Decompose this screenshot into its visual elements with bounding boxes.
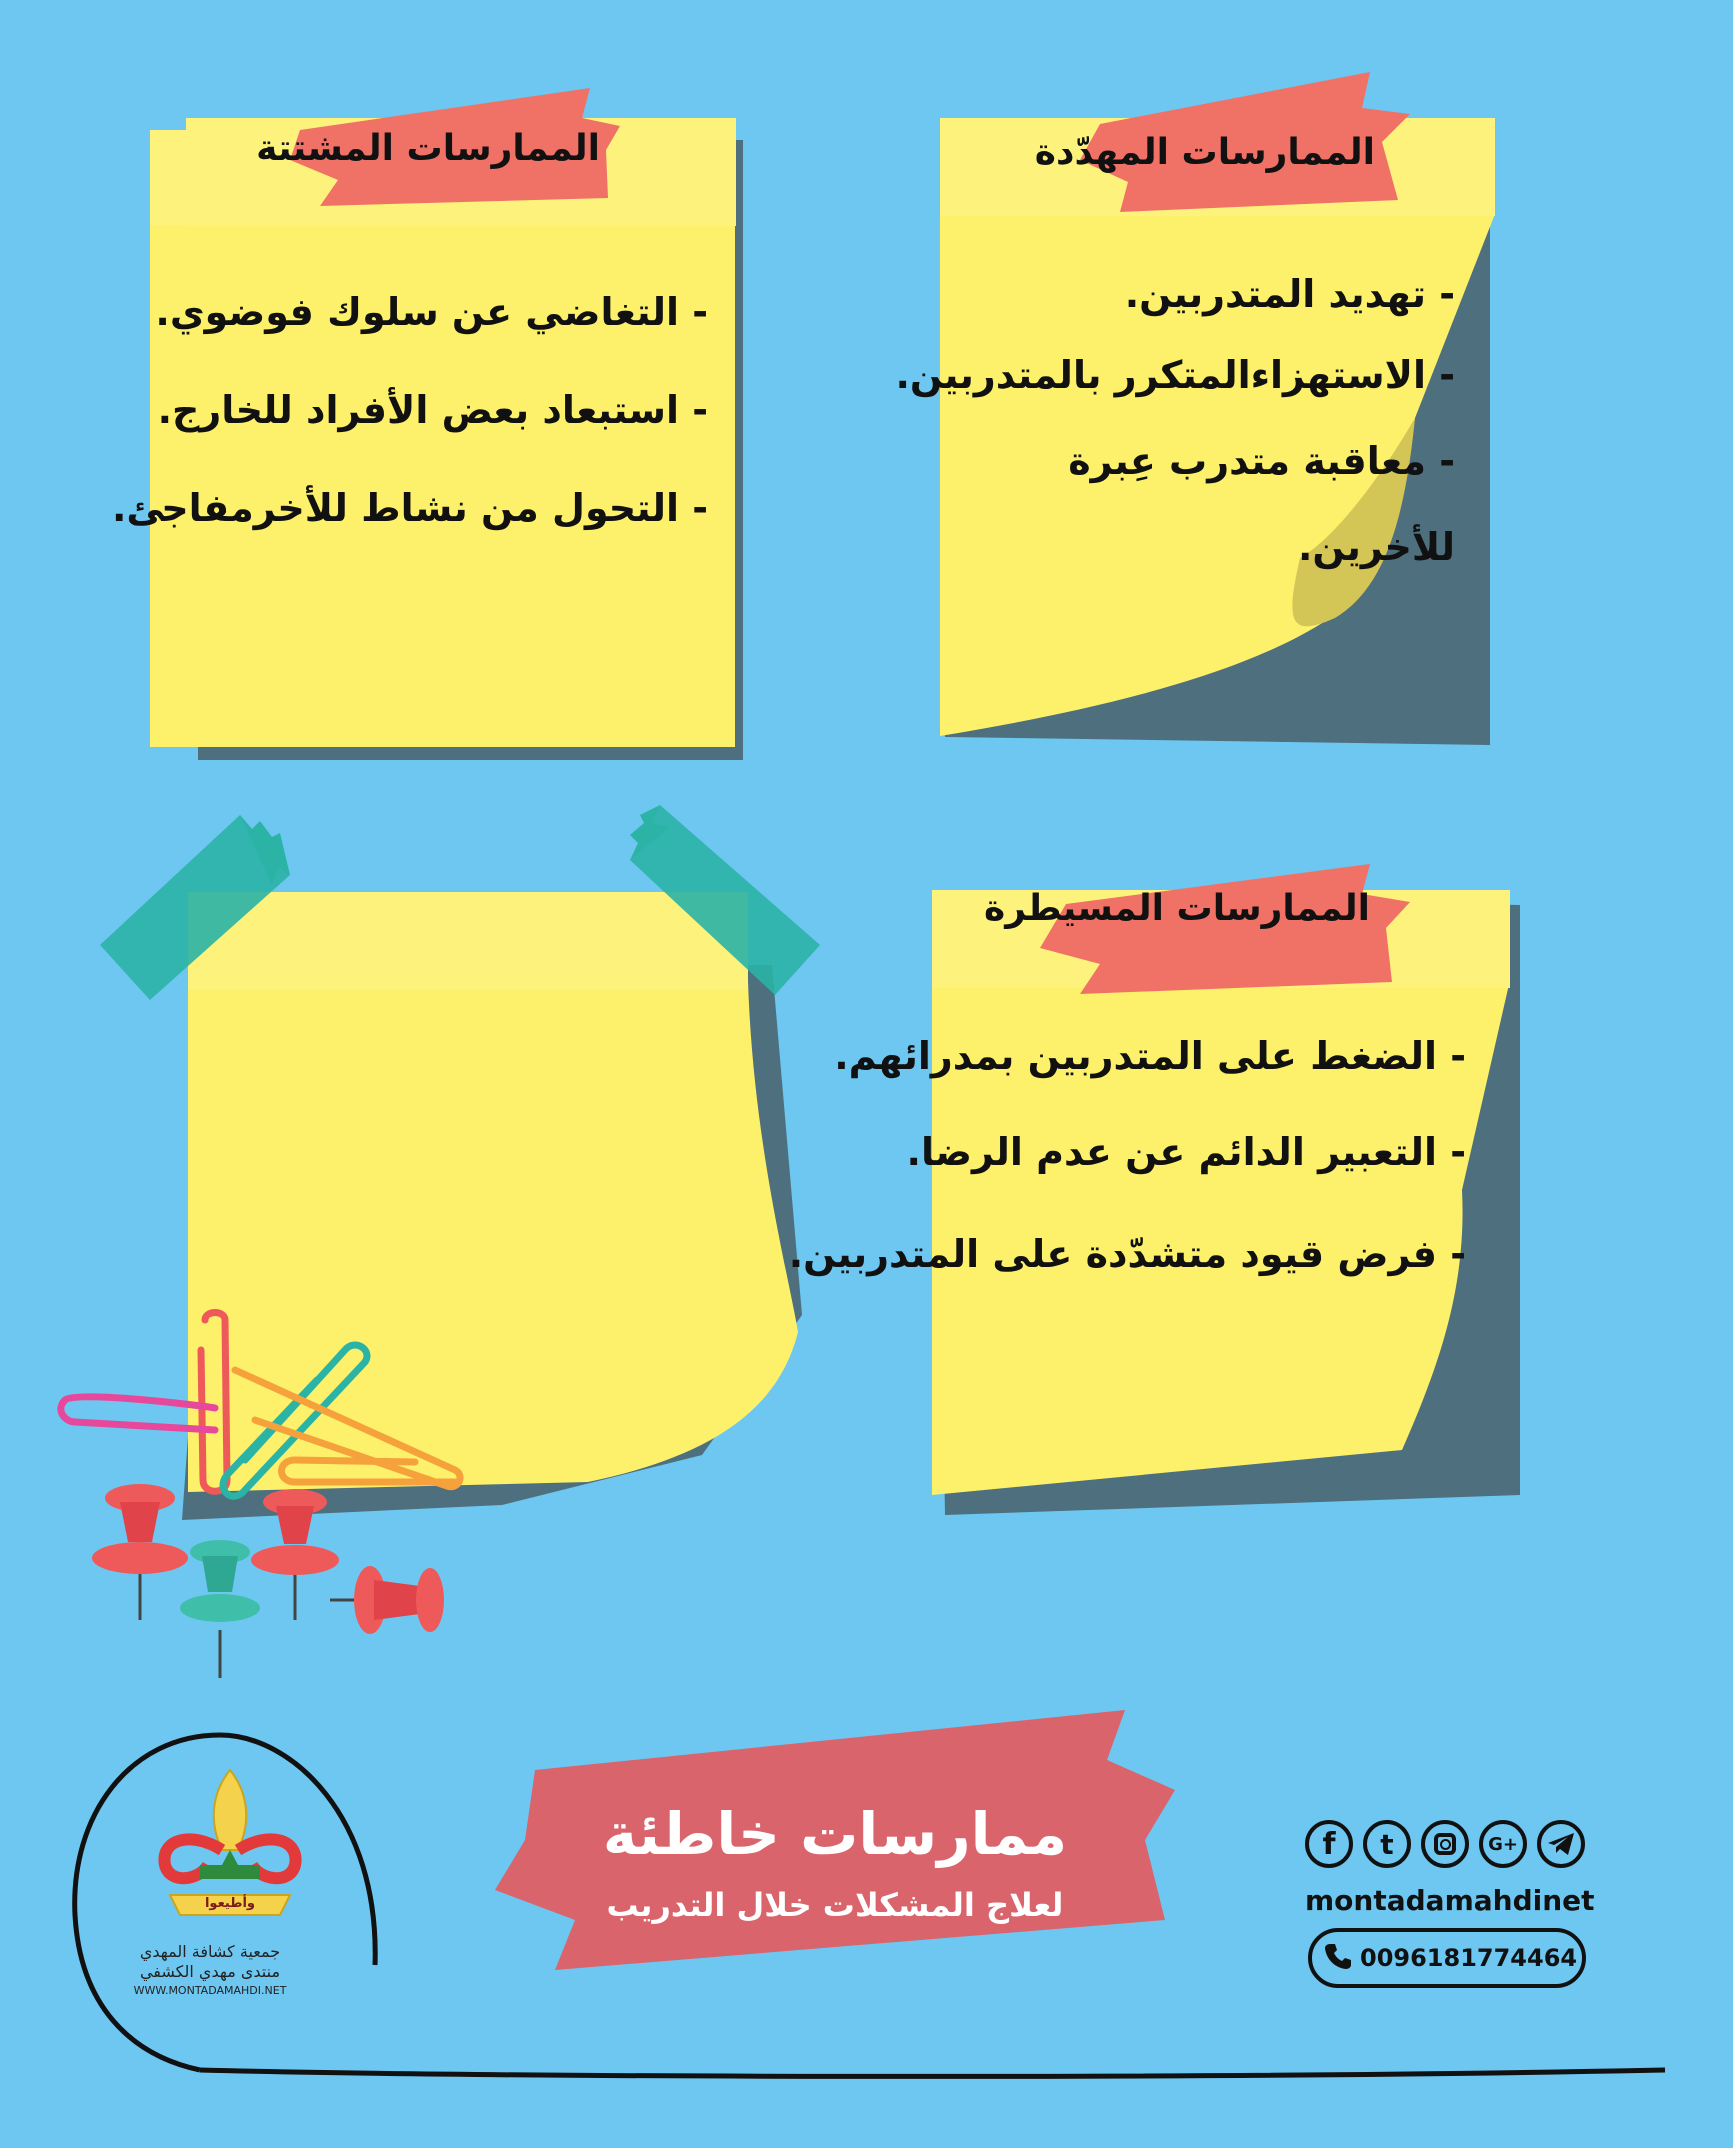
note-top-right-item: - الاستهزاءالمتكرر بالمتدربين. bbox=[895, 353, 1455, 397]
twitter-icon[interactable]: t bbox=[1363, 1820, 1411, 1868]
note-top-right-title: الممارسات المهدّدة bbox=[1034, 132, 1375, 173]
ribbon-bottom-right bbox=[983, 864, 1410, 994]
social-icons-row bbox=[1305, 1820, 1590, 1870]
note-top-left-item: - استبعاد بعض الأفراد للخارج. bbox=[157, 388, 708, 432]
phone-pill[interactable] bbox=[1308, 1928, 1586, 1988]
phone-number: 0096181774464 bbox=[1360, 1944, 1578, 1972]
note-top-right-item: - تهديد المتدربين. bbox=[1124, 272, 1455, 316]
instagram-icon[interactable] bbox=[1421, 1820, 1469, 1868]
note-top-left-item: - التحول من نشاط للأخرمفاجئ. bbox=[111, 486, 708, 530]
telegram-icon[interactable] bbox=[1537, 1820, 1585, 1868]
note-bottom-right-title: الممارسات المسيطرة bbox=[983, 888, 1370, 929]
tape-left bbox=[100, 815, 290, 1000]
note-top-left-title: الممارسات المشتتة bbox=[256, 128, 600, 169]
logo-url: WWW.MONTADAMAHDI.NET bbox=[133, 1984, 287, 1997]
google-plus-icon[interactable]: G+ bbox=[1479, 1820, 1527, 1868]
note-top-left-item: - التغاضي عن سلوك فوضوي. bbox=[155, 290, 708, 334]
banner-subtitle: لعلاج المشكلات خلال التدريب bbox=[606, 1886, 1064, 1924]
logo-line1: جمعية كشافة المهدي bbox=[139, 1942, 281, 1961]
tape-right bbox=[630, 805, 820, 995]
phone-icon bbox=[1324, 1942, 1352, 1974]
push-pins bbox=[90, 1480, 470, 1680]
logo-ribbon-text: وأطيعوا bbox=[204, 1896, 256, 1911]
banner-title: ممارسات خاطئة bbox=[602, 1800, 1068, 1868]
note-top-right-item: للأخرين. bbox=[1297, 525, 1455, 569]
note-bottom-right-item: - فرض قيود متشدّدة على المتدربين. bbox=[788, 1232, 1466, 1276]
note-top-right-item: - معاقبة متدرب عِبرة bbox=[1068, 439, 1455, 483]
note-bottom-right-item: - التعبير الدائم عن عدم الرضا. bbox=[906, 1130, 1466, 1174]
facebook-icon[interactable]: f bbox=[1305, 1820, 1353, 1868]
note-bottom-right-item: - الضغط على المتدربين بمدرائهم. bbox=[834, 1034, 1466, 1078]
logo-line2: منتدى مهدي الكشفي bbox=[139, 1962, 281, 1981]
social-handle[interactable]: montadamahdinet bbox=[1305, 1884, 1595, 1917]
